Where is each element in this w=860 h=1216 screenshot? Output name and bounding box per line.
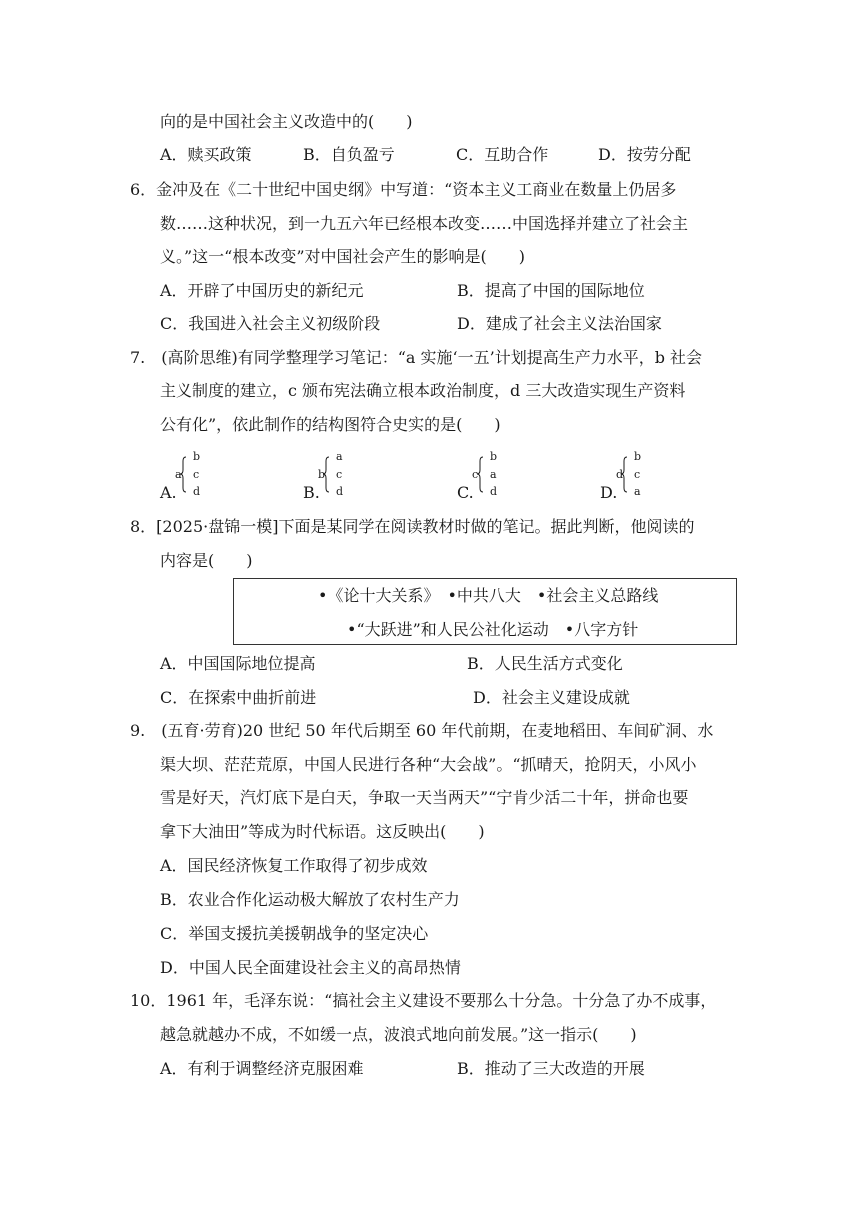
- q5-stem-line: 向的是中国社会主义改造中的( ): [160, 112, 413, 131]
- q7-c-branch-1: b: [490, 450, 498, 463]
- q7-c-root: c: [472, 468, 479, 481]
- q10-option-a: A．有利于调整经济克服困难: [160, 1059, 364, 1078]
- q9-stem-line-2: 渠大坝、茫茫荒原，中国人民进行各种“大会战”。“抓晴天，抢阴天，小风小: [160, 755, 697, 774]
- q7-option-d-structure: [613, 448, 653, 500]
- q5-option-d: D．按劳分配: [598, 145, 691, 164]
- q5-option-b: B．自负盈亏: [303, 145, 395, 164]
- brace-icon: [323, 457, 329, 492]
- q8-notes-line-2: •“大跃进”和人民公社化运动 •八字方针: [347, 620, 639, 639]
- q8-option-a: A．中国国际地位提高: [160, 654, 316, 673]
- q7-d-branch-2: c: [634, 468, 641, 481]
- q7-b-root: b: [318, 468, 326, 481]
- q7-b-branch-3: d: [336, 485, 344, 498]
- q9-option-c: C．举国支援抗美援朝战争的坚定决心: [160, 924, 429, 943]
- q5-option-a: A．赎买政策: [160, 145, 252, 164]
- q7-option-b-label: B.: [303, 483, 320, 502]
- q6-stem-line-3: 义。”这一“根本改变”对中国社会产生的影响是( ): [160, 247, 526, 266]
- q7-c-branch-2: a: [490, 468, 497, 481]
- q8-stem-line-2: 内容是( ): [160, 551, 253, 570]
- q8-stem-line-1: 8．[2025·盘锦一模]下面是某同学在阅读教材时做的笔记。据此判断，他阅读的: [130, 517, 695, 536]
- q10-stem-line-2: 越急就越办不成，不如缓一点，波浪式地向前发展。”这一指示( ): [160, 1025, 637, 1044]
- q7-a-branch-1: b: [193, 450, 201, 463]
- q5-option-c: C．互助合作: [456, 145, 549, 164]
- q7-d-root: d: [616, 468, 624, 481]
- q9-stem-line-3: 雪是好天，汽灯底下是白天，争取一天当两天”“宁肯少活二十年，拼命也要: [160, 788, 689, 807]
- q7-b-branch-2: c: [336, 468, 343, 481]
- q7-c-branch-3: d: [490, 485, 498, 498]
- q9-stem-line-4: 拿下大油田”等成为时代标语。这反映出( ): [160, 822, 485, 841]
- q8-option-c: C．在探索中曲折前进: [160, 688, 317, 707]
- q6-stem-line-2: 数……这种状况，到一九五六年已经根本改变……中国选择并建立了社会主: [160, 214, 689, 233]
- q6-option-a: A．开辟了中国历史的新纪元: [160, 281, 364, 300]
- q8-notes-box: [233, 578, 737, 645]
- q9-option-d: D．中国人民全面建设社会主义的高昂热情: [160, 958, 461, 977]
- q7-stem-line-2: 主义制度的建立，c 颁布宪法确立根本政治制度，d 三大改造实现生产资料: [160, 381, 686, 400]
- q7-d-branch-3: a: [634, 485, 641, 498]
- q8-notes-line-1: •《论十大关系》 •中共八大 •社会主义总路线: [318, 586, 659, 605]
- q7-option-c-structure: [469, 448, 509, 500]
- q7-d-branch-1: b: [634, 450, 642, 463]
- q7-a-root: a: [175, 468, 182, 481]
- brace-icon: [180, 457, 186, 492]
- q7-option-b-structure: [315, 448, 355, 500]
- brace-icon: [621, 457, 627, 492]
- q6-option-c: C．我国进入社会主义初级阶段: [160, 314, 381, 333]
- q10-stem-line-1: 10．1961 年，毛泽东说：“搞社会主义建设不要那么十分急。十分急了办不成事，: [130, 991, 717, 1010]
- q6-option-b: B．提高了中国的国际地位: [457, 281, 645, 300]
- q9-option-a: A．国民经济恢复工作取得了初步成效: [160, 856, 428, 875]
- q7-a-branch-3: d: [193, 485, 201, 498]
- q7-stem-line-1: 7. (高阶思维)有同学整理学习笔记：“a 实施‘一五’计划提高生产力水平，b 社会: [130, 348, 703, 367]
- q6-stem-line-1: 6．金冲及在《二十世纪中国史纲》中写道：“资本主义工商业在数量上仍居多: [130, 180, 677, 199]
- q7-option-d-label: D.: [600, 483, 618, 502]
- q7-stem-line-3: 公有化”，依此制作的结构图符合史实的是( ): [160, 415, 501, 434]
- q7-a-branch-2: c: [193, 468, 200, 481]
- q6-option-d: D．建成了社会主义法治国家: [457, 314, 662, 333]
- brace-icon: [477, 457, 483, 492]
- q9-stem-line-1: 9. (五育·劳育)20 世纪 50 年代后期至 60 年代前期，在麦地稻田、车间矿洞、水: [130, 721, 714, 740]
- q7-option-c-label: C.: [457, 483, 474, 502]
- q10-option-b: B．推动了三大改造的开展: [457, 1059, 645, 1078]
- q8-option-b: B．人民生活方式变化: [467, 654, 623, 673]
- q7-b-branch-1: a: [336, 450, 343, 463]
- q9-option-b: B．农业合作化运动极大解放了农村生产力: [160, 890, 460, 909]
- q8-option-d: D．社会主义建设成就: [473, 688, 630, 707]
- q7-option-a-structure: [172, 448, 212, 500]
- q7-option-a-label: A.: [160, 483, 177, 502]
